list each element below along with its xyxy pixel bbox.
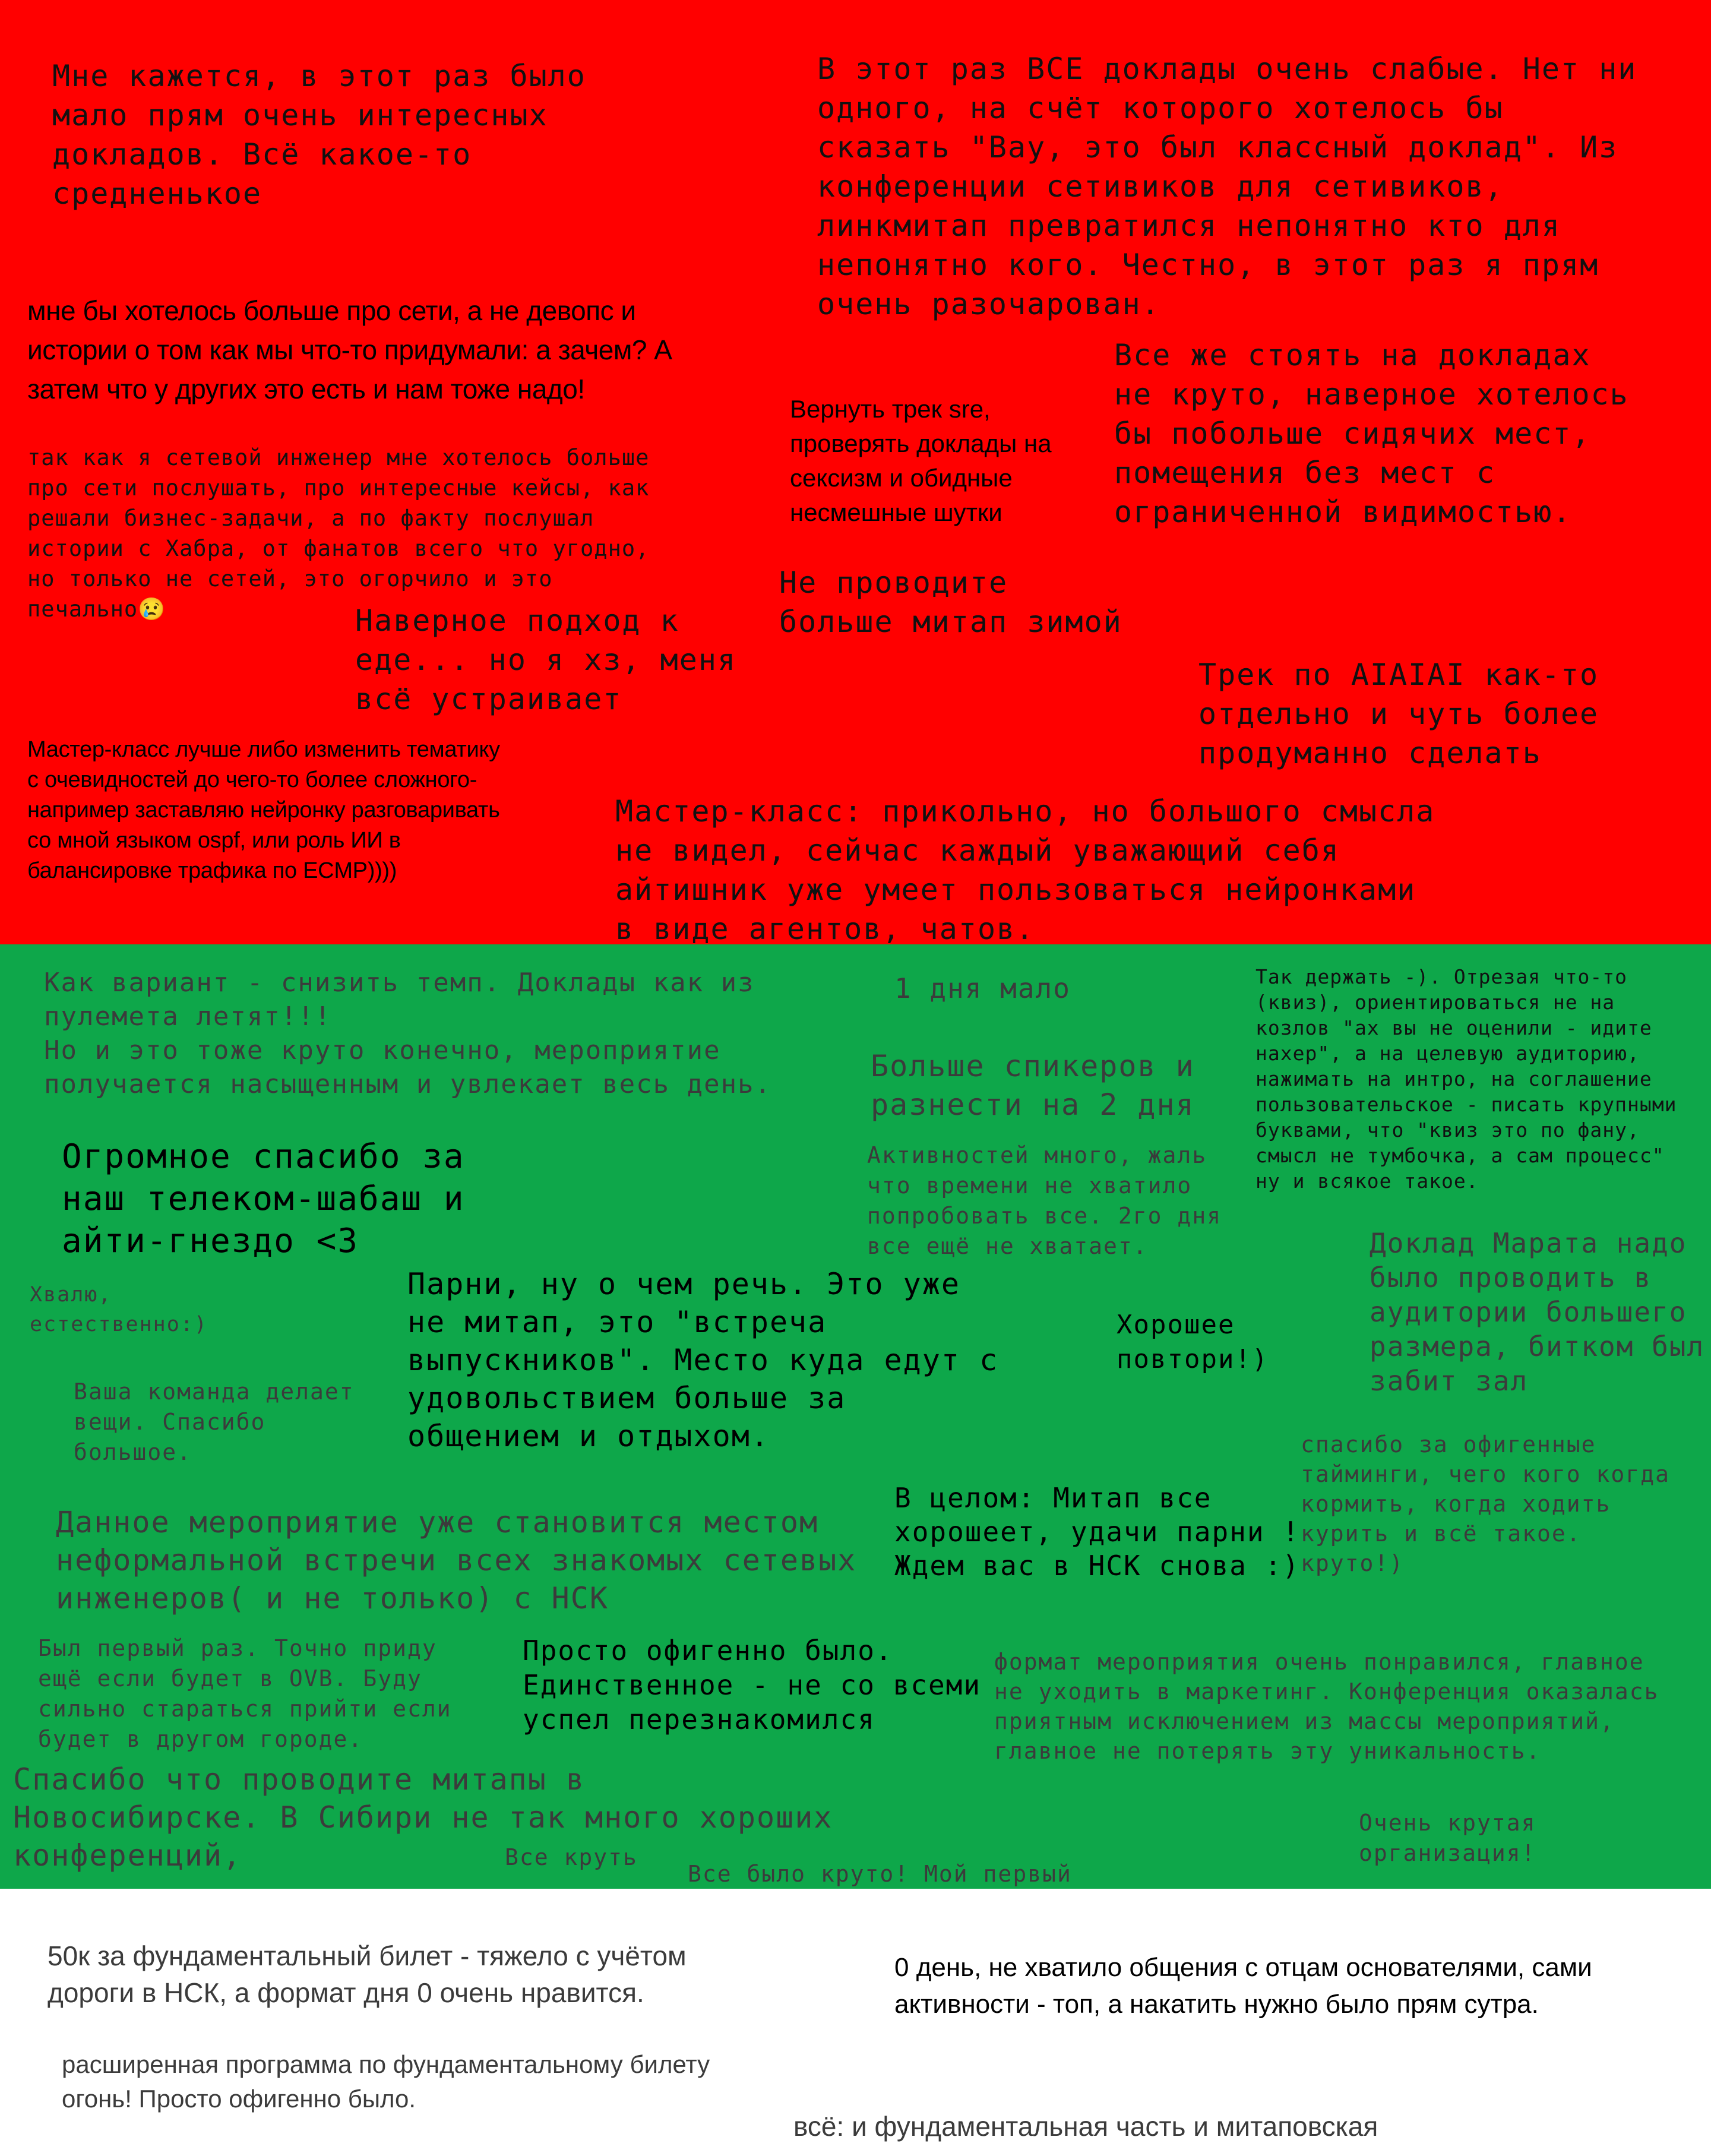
feedback-note: Был первый раз. Точно приду ещё если будет в OVB. Буду сильно стараться прийти если будет в другом городе. [38, 1635, 452, 1752]
feedback-note: мне бы хотелось больше про сети, а не девопс и истории о том как мы что-то придумали: а зачем? А затем что у других это есть и нам тоже надо! [27, 295, 672, 404]
feedback-note: Хвалю, естественно:) [30, 1283, 208, 1336]
feedback-note: В целом: Митап все хорошеет, удачи парни ! Ждем вас в НСК снова :) [894, 1482, 1300, 1582]
feedback-note: Все круть [505, 1844, 638, 1870]
feedback-note: Спасибо что проводите митапы в Новосибирске. В Сибири не так много хороших конференций, [13, 1762, 833, 1873]
feedback-note: Все же стоять на докладах не круто, наверное хотелось бы побольше сидячих мест, помещения без мест с ограниченной видимостью. [1114, 338, 1629, 529]
feedback-note: Не проводите больше митап зимой [779, 565, 1122, 639]
feedback-note: Как вариант - снизить темп. Доклады как из пулемета летят!!! Но и это тоже круто конечно, мероприятие получается насыщенным и увлекает весь день. [44, 968, 772, 1099]
feedback-note: Так держать -). Отрезая что-то (квиз), ориентироваться не на козлов "ах вы не оценили - идите нахер", а на целевую аудиторию, нажимать на интро, на соглашение пользовательское - писать крупными буквами, что "квиз это по фану, смысл не тумбочка, а сам процесс" ну и всякое такое. [1255, 965, 1677, 1193]
feedback-note: Просто офигенно было. Единственное - не со всеми успел перезнакомился [523, 1635, 982, 1735]
feedback-note: 0 день, не хватило общения с отцам основателями, сами активности - топ, а накатить нужно было прям сутра. [894, 1953, 1592, 2019]
feedback-note: так как я сетевой инженер мне хотелось больше про сети послушать, про интересные кейсы, как решали бизнес-задачи, а по факту послушал истории с Хабра, от фанатов всего что угодно, но только не сетей, это огорчило и это печально😢 [27, 445, 650, 622]
feedback-note: Больше спикеров и разнести на 2 дня [871, 1049, 1195, 1122]
feedback-note: Все было круто! Мой первый [688, 1861, 1072, 1887]
feedback-note: формат мероприятия очень понравился, главное не уходить в маркетинг. Конференция оказалась приятным исключением из массы мероприятий, главное не потерять эту уникальность. [994, 1649, 1659, 1764]
feedback-note: 1 дня мало [894, 972, 1071, 1004]
feedback-note: всё: и фундаментальная часть и митаповская [793, 2111, 1378, 2142]
feedback-note: Ваша команда делает вещи. Спасибо большое. [74, 1379, 355, 1465]
feedback-note: Огромное спасибо за наш телеком-шабаш и айти-гнездо <3 [62, 1137, 465, 1260]
feedback-note: Очень крутая организация! [1359, 1810, 1536, 1866]
feedback-note: спасибо за офигенные тайминги, чего кого когда кормить, когда ходить курить и всё такое. круто!) [1301, 1431, 1670, 1576]
feedback-note: Данное мероприятие уже становится местом неформальной встречи всех знакомых сетевых инженеров( и не только) с НСК [56, 1505, 857, 1616]
feedback-note: 50к за фундаментальный билет - тяжело с учётом дороги в НСК, а формат дня 0 очень нравится. [48, 1940, 687, 2008]
feedback-note: Доклад Марата надо было проводить в аудитории большего размера, битком был забит зал [1370, 1227, 1705, 1397]
feedback-note: Парни, ну о чем речь. Это уже не митап, это "встреча выпускников". Место куда едут с удовольствием больше за общением и отдыхом. [407, 1267, 999, 1453]
feedback-note: Мастер-класс лучше либо изменить тематику с очевидностей до чего-то более сложного- например заставляю нейронку разговаривать со мной языком ospf, или роль ИИ в балансировке трафика по ECMP)))) [27, 737, 500, 883]
feedback-note: Хорошее повтори!) [1117, 1310, 1269, 1374]
feedback-note: В этот раз ВСЕ доклады очень слабые. Нет ни одного, на счёт которого хотелось бы сказать "Вау, это был классный доклад". Из конференции сетивиков для сетивиков, линкмитап превратился непонятно кто для непонятно кого. Честно, в этот раз я прям очень разочарован. [817, 52, 1637, 321]
feedback-note: Вернуть трек sre, проверять доклады на сексизм и обидные несмешные шутки [790, 395, 1052, 526]
feedback-note: Трек по AIAIAI как-то отдельно и чуть более продуманно сделать [1198, 657, 1599, 770]
feedback-note: расширенная программа по фундаментальному билету огонь! Просто офигенно было. [62, 2050, 710, 2113]
feedback-note: Наверное подход к еде... но я хз, меня всё устраивает [355, 603, 737, 716]
feedback-note: Мастер-класс: прикольно, но большого смысла не видел, сейчас каждый уважающий себя айтишник уже умеет пользоваться нейронками в виде агентов, чатов. [615, 794, 1435, 946]
feedback-note: Мне кажется, в этот раз было мало прям очень интересных докладов. Всё какое-то средненькое [52, 59, 586, 211]
feedback-note: Активностей много, жаль что времени не хватило попробовать все. 2го дня все ещё не хватает. [867, 1142, 1222, 1259]
